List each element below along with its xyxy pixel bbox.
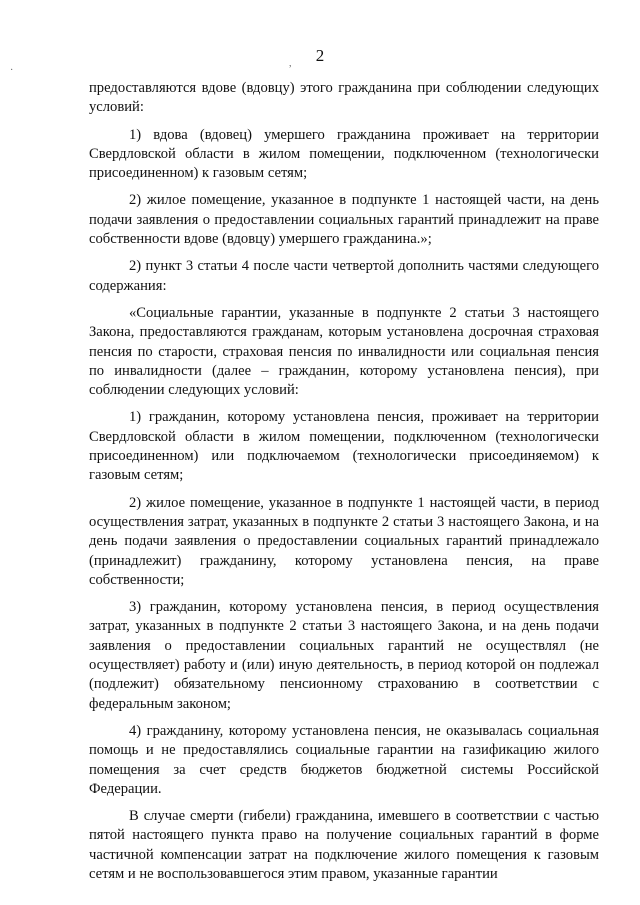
- paragraph-amendment-item-2: 2) пункт 3 статьи 4 после части четвертой дополнить частями следующего содержания:: [89, 258, 599, 294]
- paragraph-social-guarantees: «Социальные гарантии, указанные в подпункте 2 статьи 3 настоящего Закона, предоставляются гражданам, которым установлена досрочная страховая пенсия по старости, страховая пенсия по инвалидности или социальная пенсия по инвалидности (далее – гражданин, которому установлена пенсия), при соблюдении следующих условий:: [89, 304, 599, 399]
- paragraph-widow-condition-1: 1) вдова (вдовец) умершего гражданина проживает на территории Свердловской области в жилом помещении, подключенном (технологически присоединенном) к газовым сетям;: [89, 126, 599, 182]
- paragraph-widow-condition-2: 2) жилое помещение, указанное в подпункте 1 настоящей части, на день подачи заявления о предоставлении социальных гарантий принадлежит на праве собственности вдове (вдовцу) умершего гражданина.»;: [89, 192, 599, 248]
- paragraph-pensioner-condition-2: 2) жилое помещение, указанное в подпункте 1 настоящей части, в период осуществления затрат, указанных в подпункте 2 статьи 3 настоящего Закона, и на день подачи заявления о предоставлении социальных гарантий принадлежало (принадлежит) гражданину, которому установлена пенсия, на праве собственности;: [89, 494, 599, 588]
- paragraph-pensioner-condition-3: 3) гражданин, которому установлена пенсия, в период осуществления затрат, указанных в подпункте 2 статьи 3 настоящего Закона, и на день подачи заявления о предоставлении социальных гарантий не осуществлял (не осуществляет) работу и (или) иную деятельность, в период которой он подлежал (подлежит) обязательному пенсионному страхованию в соответствии с федеральным законом;: [89, 599, 599, 712]
- paragraph-death-case: В случае смерти (гибели) гражданина, имевшего в соответствии с частью пятой настоящего пункта право на получение социальных гарантий в форме частичной компенсации затрат на подключение жилого помещения к газовым сетям и не воспользовавшегося этим правом, указанные гарантии: [89, 808, 599, 882]
- paragraph-pensioner-condition-4: 4) гражданину, которому установлена пенсия, не оказывалась социальная помощь и не предоставлялись социальные гарантии на газификацию жилого помещения за счет средств бюджетов бюджетной системы Российской Федерации.: [89, 722, 599, 797]
- document-body: [89, 79, 599, 884]
- paragraph-continuation: предоставляются вдове (вдовцу) этого гражданина при соблюдении следующих условий:: [89, 80, 599, 116]
- scan-mark-center: ,: [289, 58, 292, 69]
- scan-mark-left: ·: [10, 65, 14, 76]
- paragraph-pensioner-condition-1: 1) гражданин, которому установлена пенсия, проживает на территории Свердловской области в жилом помещении, подключенном (технологически присоединенном) или подключаемом (технологически присоединяемом) к газовым сетям;: [89, 409, 599, 484]
- page-number: 2: [315, 46, 325, 65]
